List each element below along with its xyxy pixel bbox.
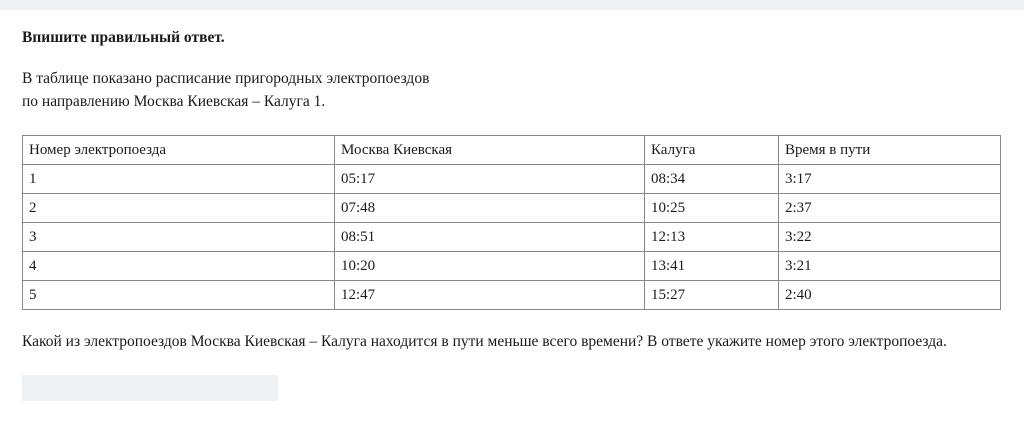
intro-line-2: по направлению Москва Киевская – Калуга 1. <box>22 92 326 110</box>
table-cell: 2 <box>23 194 335 223</box>
table-row <box>23 165 1001 194</box>
table-cell: 05:17 <box>335 165 645 194</box>
schedule-table <box>22 135 1001 310</box>
page-title: Впишите правильный ответ. <box>22 29 225 46</box>
answer-input[interactable] <box>22 375 278 401</box>
table-cell: 10:25 <box>645 194 779 223</box>
table-cell: 3 <box>23 223 335 252</box>
table-header-row <box>23 136 1001 165</box>
table-cell: 3:22 <box>779 223 1001 252</box>
table-header-cell: Время в пути <box>779 136 1001 165</box>
top-decorative-strip <box>0 0 1024 10</box>
table-row <box>23 194 1001 223</box>
table-cell: 5 <box>23 281 335 310</box>
table-cell: 08:51 <box>335 223 645 252</box>
table-cell: 3:21 <box>779 252 1001 281</box>
intro-text <box>22 68 1002 113</box>
table-cell: 12:13 <box>645 223 779 252</box>
table-cell: 08:34 <box>645 165 779 194</box>
table-cell: 15:27 <box>645 281 779 310</box>
table-cell: 13:41 <box>645 252 779 281</box>
table-header-cell: Москва Киевская <box>335 136 645 165</box>
table-cell: 3:17 <box>779 165 1001 194</box>
table-row <box>23 281 1001 310</box>
table-row <box>23 223 1001 252</box>
document-content <box>0 10 1024 401</box>
intro-line-1: В таблице показано расписание пригородных электропоездов <box>22 70 430 88</box>
table-cell: 12:47 <box>335 281 645 310</box>
table-cell: 1 <box>23 165 335 194</box>
document-page <box>0 10 1024 401</box>
table-cell: 2:37 <box>779 194 1001 223</box>
question-text: Какой из электропоездов Москва Киевская – Калуга находится в пути меньше всего времени? В ответе укажите номер этого электропоезда. <box>22 333 947 351</box>
table-cell: 10:20 <box>335 252 645 281</box>
table-cell: 07:48 <box>335 194 645 223</box>
table-header-cell: Номер электропоезда <box>23 136 335 165</box>
table-row <box>23 252 1001 281</box>
table-header-cell: Калуга <box>645 136 779 165</box>
table-cell: 2:40 <box>779 281 1001 310</box>
table-cell: 4 <box>23 252 335 281</box>
